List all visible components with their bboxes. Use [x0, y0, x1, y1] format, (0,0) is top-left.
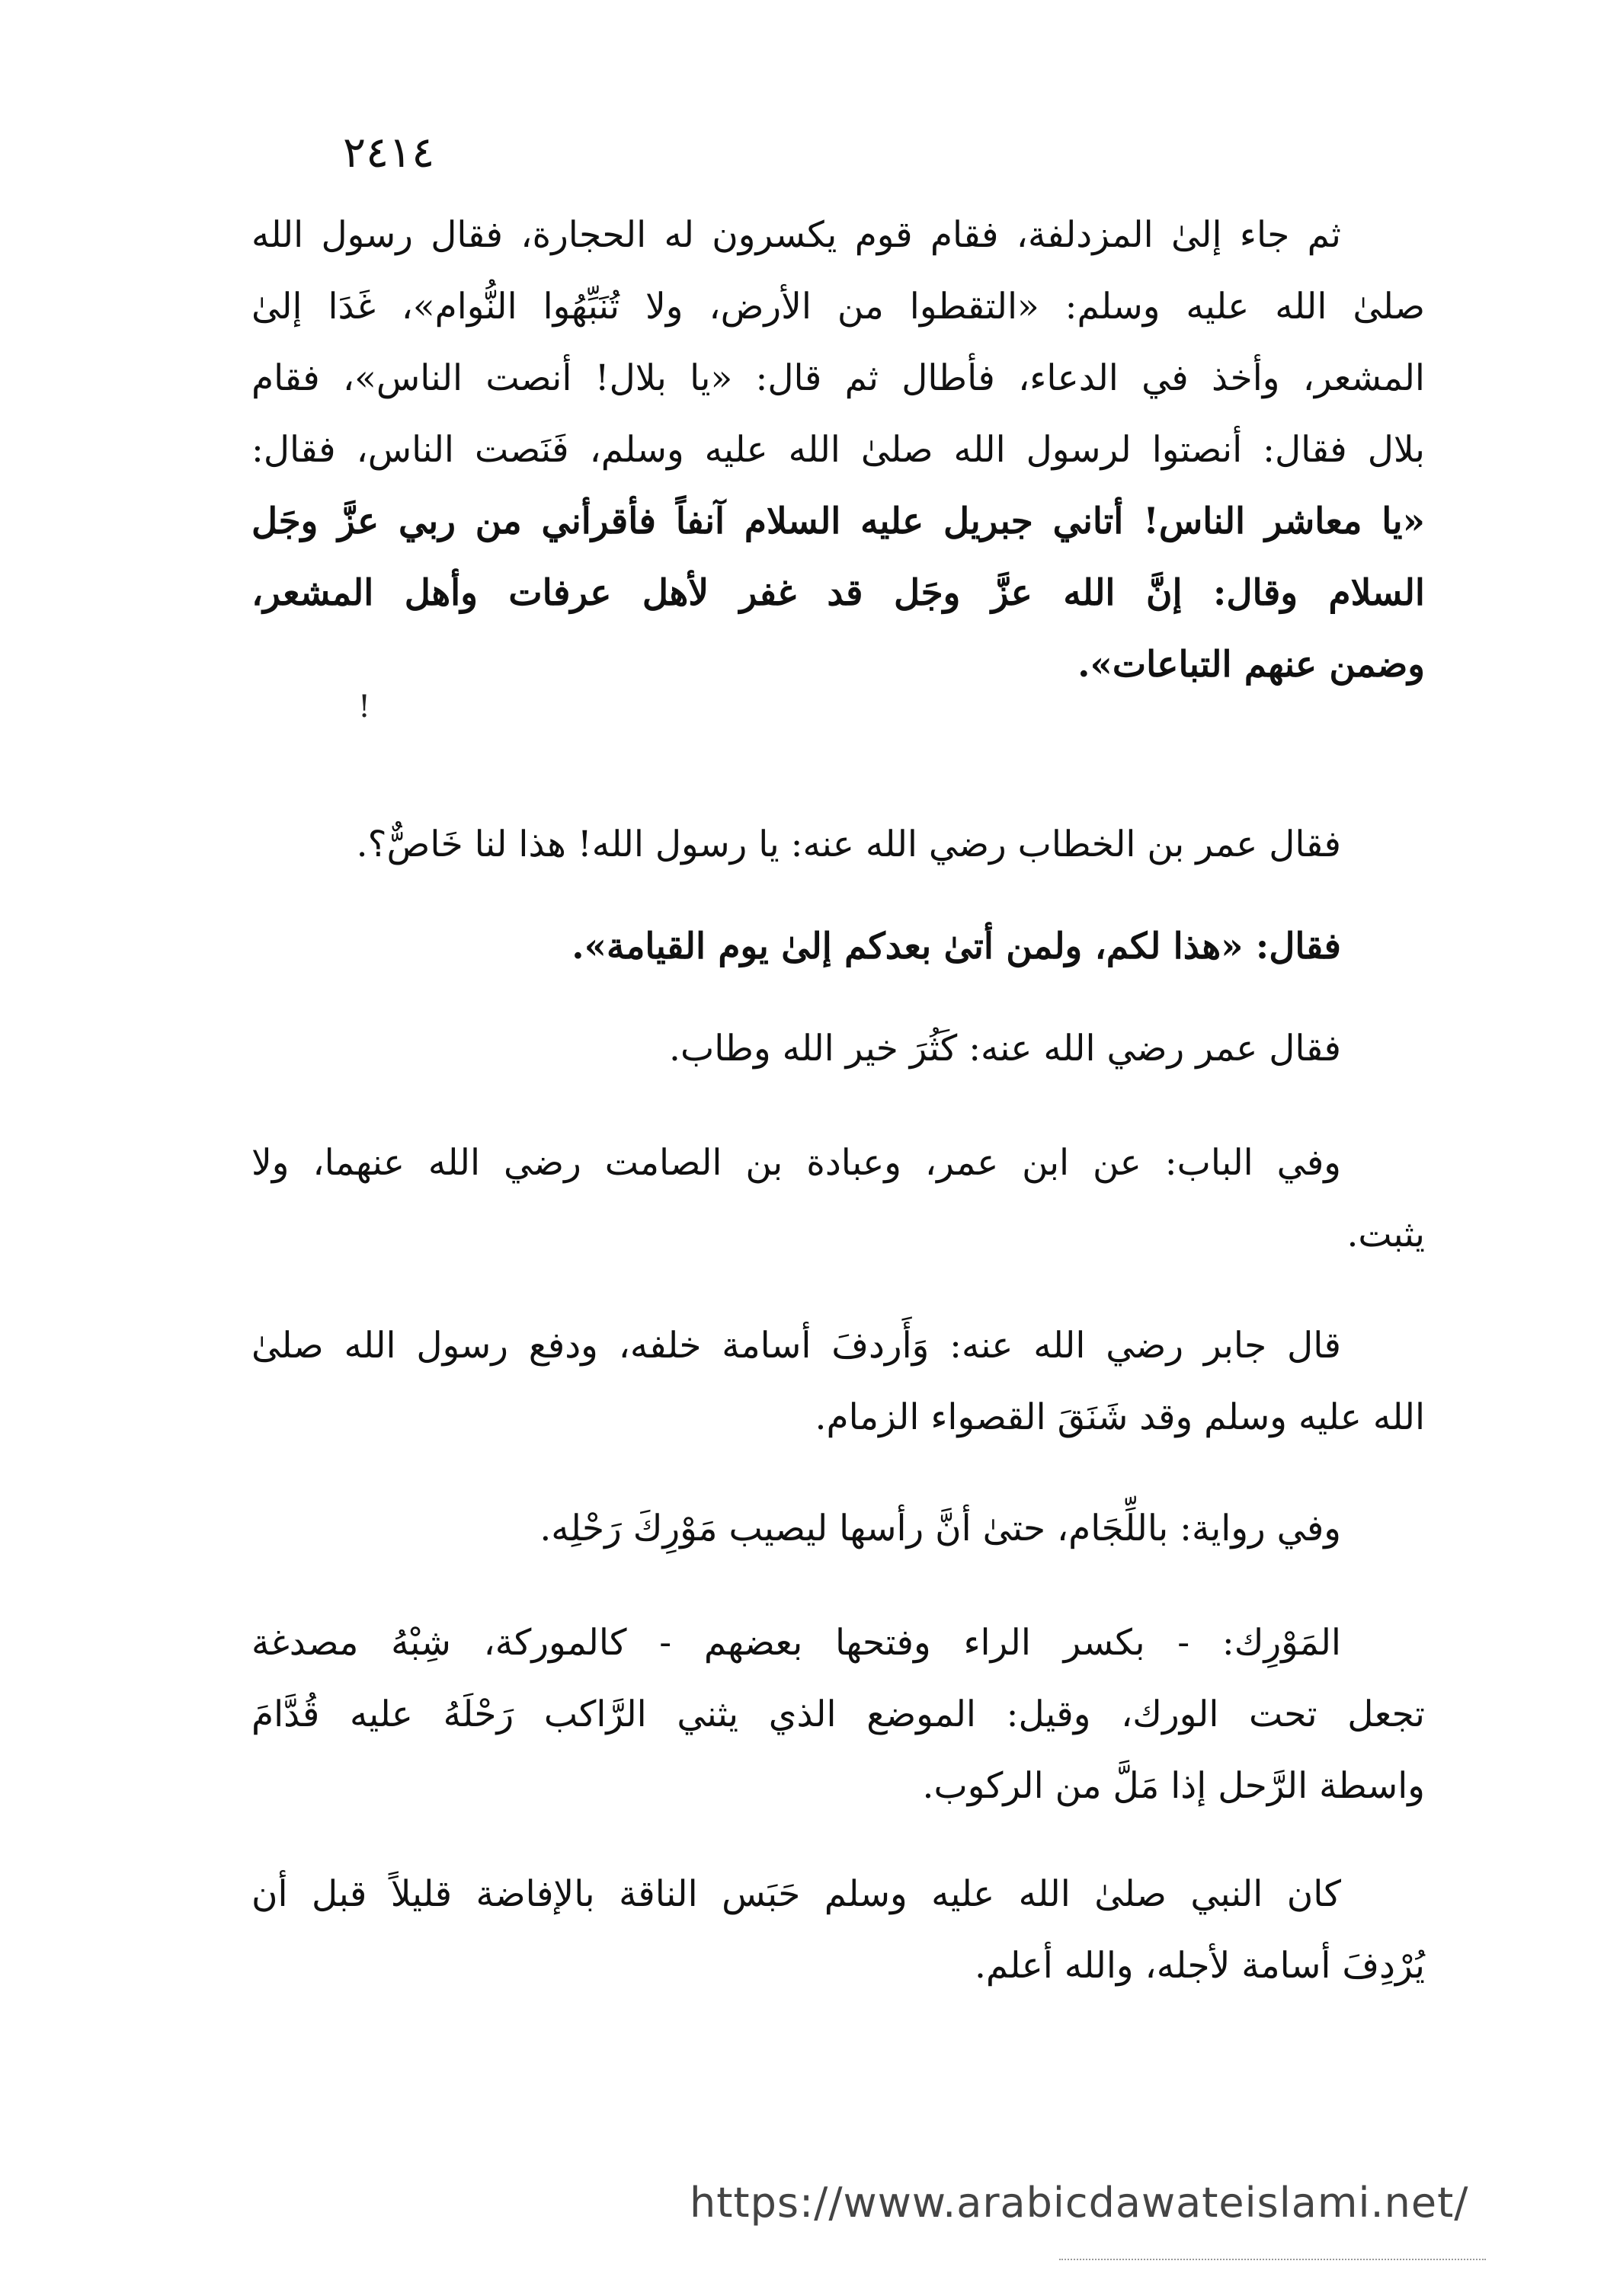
text-line: تجعل تحت الورك، وقيل: الموضع الذي يثني الرَّاكب رَحْلَهُ عليه قُدَّامَ — [251, 1693, 1425, 1735]
text-line: قال جابر رضي الله عنه: وَأَردفَ أسامة خلفه، ودفع رسول الله صلىٰ — [251, 1325, 1341, 1367]
paragraph-prophet-ifada — [251, 1859, 1425, 2002]
text-line: فقال: «هذا لكم، ولمن أتىٰ بعدكم إلىٰ يوم القيامة». — [571, 926, 1341, 967]
paragraph-riwaya — [251, 1493, 1425, 1565]
paragraph-umar-question — [251, 809, 1425, 881]
footer-divider — [1059, 2259, 1486, 2260]
text-line: المَوْرِك: - بكسر الراء وفتحها بعضهم - كالموركة، شِبْهُ مصدغة — [251, 1622, 1341, 1664]
text-line: وفي رواية: باللِّجَام، حتىٰ أنَّ رأسها ليصيب مَوْرِكَ رَحْلِه. — [539, 1508, 1341, 1549]
text-line: «يا معاشر الناس! أتاني جبريل عليه السلام آنفاً فأقرأني من ربي عزَّ وجَل — [251, 500, 1425, 542]
paragraph-umar-reply — [251, 1013, 1425, 1085]
source-url: https://www.arabicdawateislami.net/ — [690, 2179, 1469, 2227]
text-line: ثم جاء إلىٰ المزدلفة، فقام قوم يكسرون له الحجارة، فقال رسول الله — [251, 214, 1341, 256]
text-line: يثبت. — [1346, 1214, 1425, 1255]
text-line: المشعر، وأخذ في الدعاء، فأطال ثم قال: «يا بلال! أنصت الناس»، فقام — [251, 357, 1425, 399]
paragraph-mawrik-definition — [251, 1607, 1425, 1822]
text-line: وفي الباب: عن ابن عمر، وعبادة بن الصامت رضي الله عنهما، ولا — [251, 1142, 1341, 1184]
text-line: السلام وقال: إنَّ الله عزَّ وجَل قد غفر لأهل عرفات وأهل المشعر، — [251, 572, 1425, 614]
text-line: وضمن عنهم التباعات». — [1077, 644, 1425, 686]
text-line: واسطة الرَّحل إذا مَلَّ من الركوب. — [922, 1765, 1425, 1807]
text-line: فقال عمر رضي الله عنه: كَثُرَ خير الله وطاب. — [669, 1028, 1341, 1070]
paragraph-arrival-muzdalifah — [251, 200, 1425, 701]
paragraph-answer — [251, 911, 1425, 983]
text-line: كان النبي صلىٰ الله عليه وسلم حَبَس الناقة بالإفاضة قليلاً قبل أن — [251, 1873, 1341, 1915]
page-number: ٢٤١٤ — [343, 128, 435, 177]
paragraph-jabir — [251, 1310, 1425, 1453]
text-line: بلال فقال: أنصتوا لرسول الله صلىٰ الله عليه وسلم، فَنَصت الناس، فقال: — [251, 429, 1425, 471]
text-line: يُرْدِفَ أسامة لأجله، والله أعلم. — [974, 1945, 1425, 1987]
text-line: فقال عمر بن الخطاب رضي الله عنه: يا رسول الله! هذا لنا خَاصٌّ؟. — [356, 823, 1341, 865]
stray-mark: ! — [358, 689, 371, 724]
text-line: صلىٰ الله عليه وسلم: «التقطوا من الأرض، ولا تُنَبِّهُوا النُّوام»، غَدَا إلىٰ — [251, 286, 1425, 328]
text-line: الله عليه وسلم وقد شَنَقَ القصواء الزمام. — [815, 1396, 1425, 1438]
paragraph-in-the-chapter — [251, 1127, 1425, 1271]
